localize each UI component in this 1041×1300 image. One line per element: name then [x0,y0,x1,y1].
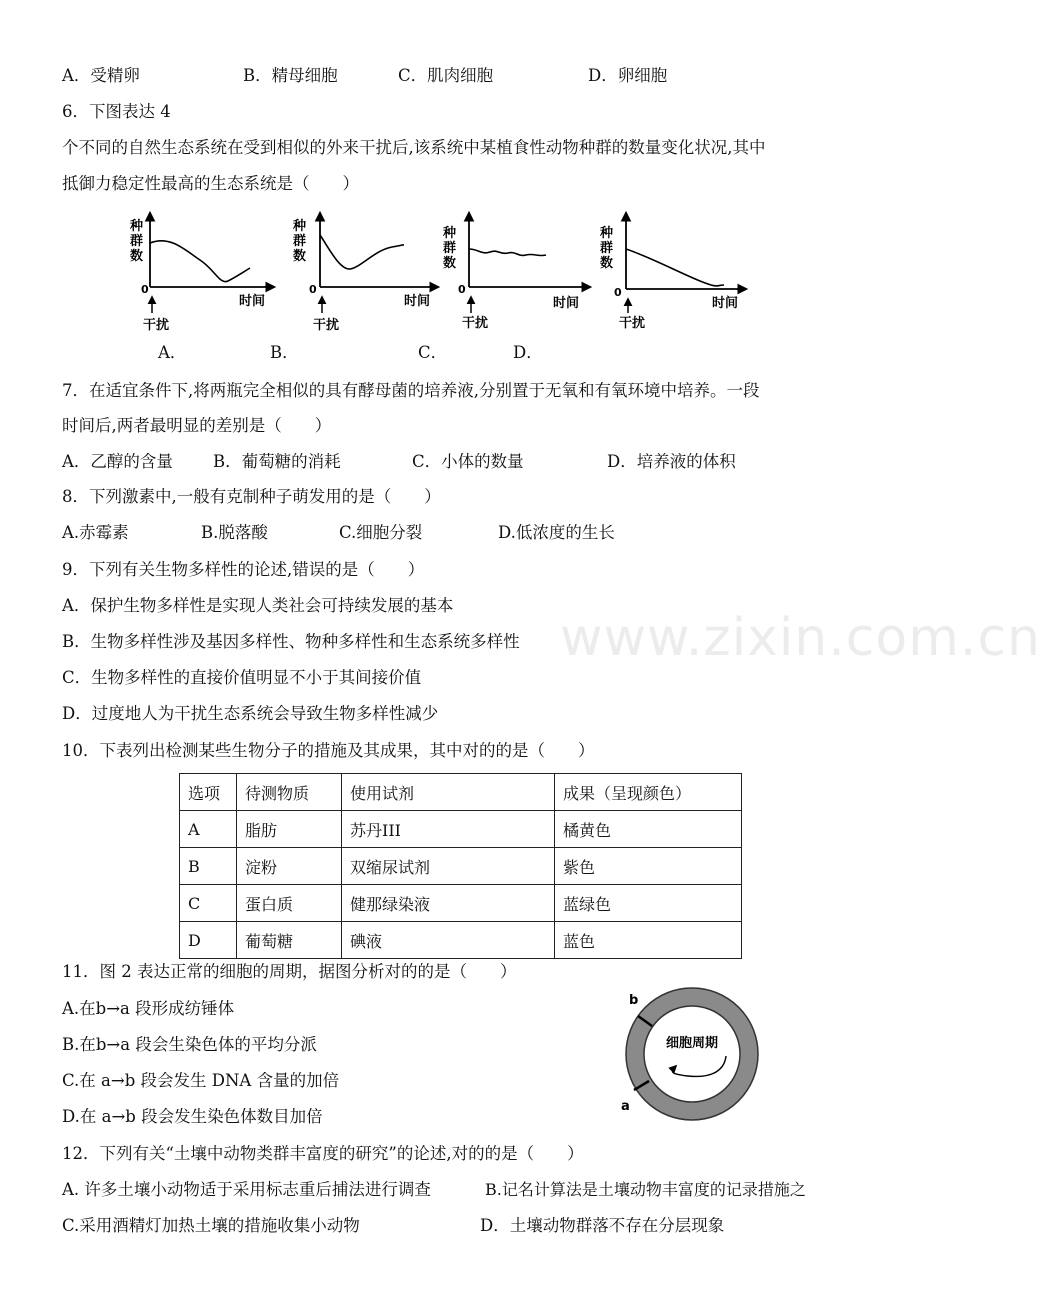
q12-stem: 12．下列有关“土壤中动物类群丰富度的研究”的论述,对的的是（ ） [62,1144,584,1163]
q7-stem-2: 时间后,两者最明显的差别是（ ） [62,416,332,435]
table-header-cell: 使用试剂 [342,774,555,811]
graph-a-ylabel-1: 种 [130,219,144,234]
q9-option-a: A．保护生物多样性是实现人类社会可持续发展的基本 [62,596,454,615]
q12-option-a: A. 许多土壤小动物适于采用标志重后捕法进行调查 [62,1180,431,1199]
table-row [180,848,742,885]
graph-b-curve [320,235,404,269]
graph-c-xlabel: 时间 [553,296,580,311]
table-cell: 蓝色 [555,922,742,959]
graph-b-zero: 0 [309,283,317,296]
table-row [180,922,742,959]
q8-option-d: D.低浓度的生长 [498,523,615,542]
table-cell: 健那绿染液 [342,885,555,922]
q11-option-b: B.在b→a 段会生染色体的平均分派 [62,1035,317,1054]
q6-stem-1: 6．下图表达 4 [62,102,171,121]
q12-option-b: B.记名计算法是土壤动物丰富度的记录措施之 [485,1180,806,1199]
graph-a-xlabel: 时间 [239,294,266,309]
graph-a-ylabel-3: 数 [130,249,144,264]
q10-table [179,773,742,959]
q8-option-c: C.细胞分裂 [339,523,423,542]
graph-b-disturb: 干扰 [313,318,340,333]
q11-option-a: A.在b→a 段形成纺锤体 [62,999,235,1018]
q6-label-b: B． [270,343,299,362]
table-cell: 蛋白质 [237,885,342,922]
graph-d-zero: 0 [614,286,622,299]
q9-option-d: D．过度地人为干扰生态系统会导致生物多样性减少 [62,704,439,723]
table-row [180,811,742,848]
graph-c-disturb: 干扰 [462,316,489,331]
table-cell: 苏丹III [342,811,555,848]
q11-option-c: C.在 a→b 段会发生 DNA 含量的加倍 [62,1071,340,1090]
graph-b-ylabel-3: 数 [293,249,307,264]
q6-stem-2: 个不同的自然生态系统在受到相似的外来干扰后,该系统中某植食性动物种群的数量变化状况,其中 [62,138,766,157]
q6-graph-d [599,213,746,331]
cycle-inner-circle [644,1006,740,1102]
graph-d-ylabel-2: 群 [600,241,614,256]
graph-c-curve [469,249,546,256]
table-cell: C [180,885,237,922]
graph-b-ylabel-1: 种 [293,219,307,234]
q12-option-c: C.采用酒精灯加热土壤的措施收集小动物 [62,1216,360,1235]
table-cell: A [180,811,237,848]
graph-a-ylabel-2: 群 [130,234,144,249]
graph-a-curve [150,241,250,282]
graph-c-ylabel-1: 种 [443,226,457,241]
q6-label-d: D． [513,343,543,362]
cell-cycle-diagram [608,978,778,1128]
q6-graph-c [442,213,590,331]
table-header-cell: 选项 [180,774,237,811]
table-cell: 蓝绿色 [555,885,742,922]
q6-graph-a [129,213,274,333]
q11-stem: 11．图 2 表达正常的细胞的周期，据图分析对的的是（ ） [62,962,517,981]
q7-option-a: A．乙醇的含量 [62,452,173,471]
graph-d-disturb: 干扰 [619,316,646,331]
q8-option-a: A.赤霉素 [62,523,129,542]
table-cell: 脂肪 [237,811,342,848]
q6-stem-3: 抵御力稳定性最高的生态系统是（ ） [62,174,359,193]
q7-option-b: B．葡萄糖的消耗 [213,452,341,471]
q10-stem: 10．下表列出检测某些生物分子的措施及其成果，其中对的的是（ ） [62,741,595,760]
q7-stem-1: 7．在适宜条件下,将两瓶完全相似的具有酵母菌的培养液,分别置于无氧和有氧环境中培养。一段 [62,381,760,400]
q6-graph-b [292,213,438,333]
table-header-cell: 成果（呈现颜色） [555,774,742,811]
table-cell: 橘黄色 [555,811,742,848]
q6-label-a: A． [158,343,187,362]
q6-graphs [0,205,920,345]
table-row [180,885,742,922]
q5-option-c: C．肌肉细胞 [398,66,494,85]
cycle-center-label: 细胞周期 [665,1036,719,1051]
q7-option-c: C．小体的数量 [412,452,524,471]
graph-b-xlabel: 时间 [404,294,431,309]
table-cell: B [180,848,237,885]
q5-option-b: B．精母细胞 [243,66,338,85]
table-cell: 碘液 [342,922,555,959]
table-cell: 双缩尿试剂 [342,848,555,885]
q5-option-d: D．卵细胞 [588,66,668,85]
q7-option-d: D．培养液的体积 [607,452,736,471]
q11-option-d: D.在 a→b 段会发生染色体数目加倍 [62,1107,323,1126]
graph-c-ylabel-2: 群 [443,241,457,256]
q8-stem: 8．下列激素中,一般有克制种子萌发用的是（ ） [62,487,441,506]
graph-d-ylabel-3: 数 [600,256,614,271]
graph-a-zero: 0 [141,283,149,296]
q9-stem: 9．下列有关生物多样性的论述,错误的是（ ） [62,560,425,579]
graph-c-zero: 0 [458,283,466,296]
q9-option-c: C．生物多样性的直接价值明显不小于其间接价值 [62,668,422,687]
table-cell: 葡萄糖 [237,922,342,959]
table-header-cell: 待测物质 [237,774,342,811]
cycle-label-a: a [621,1099,630,1114]
watermark: www.zixin.com.cn [560,608,1041,668]
table-header-row [180,774,742,811]
graph-d-xlabel: 时间 [712,296,739,311]
cycle-label-b: b [629,993,639,1008]
q8-option-b: B.脱落酸 [201,523,268,542]
q6-label-c: C． [418,343,448,362]
graph-d-curve [626,249,724,286]
table-cell: 紫色 [555,848,742,885]
graph-a-disturb: 干扰 [143,318,170,333]
graph-c-ylabel-3: 数 [443,256,457,271]
graph-b-ylabel-2: 群 [293,234,307,249]
graph-d-ylabel-1: 种 [600,226,614,241]
q5-option-a: A．受精卵 [62,66,140,85]
table-cell: D [180,922,237,959]
table-cell: 淀粉 [237,848,342,885]
q9-option-b: B．生物多样性涉及基因多样性、物种多样性和生态系统多样性 [62,632,520,651]
q12-option-d: D．土壤动物群落不存在分层现象 [480,1216,725,1235]
